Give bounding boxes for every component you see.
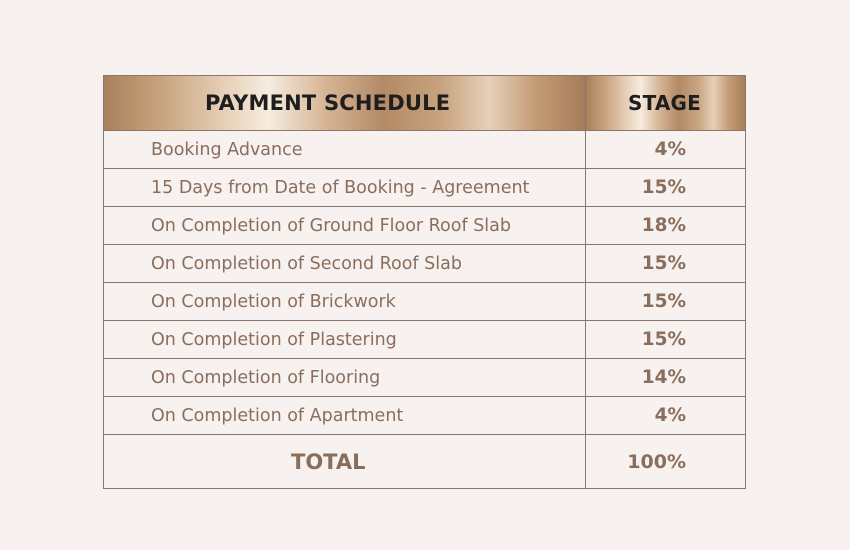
table-header-row: [104, 76, 746, 131]
row-stage-percent: 15%: [586, 283, 746, 321]
row-description: On Completion of Brickwork: [104, 283, 586, 321]
row-description: Booking Advance: [104, 131, 586, 169]
row-stage-percent: 14%: [586, 359, 746, 397]
payment-schedule-table: [103, 75, 746, 489]
table-row: [104, 131, 746, 169]
row-stage-percent: 18%: [586, 207, 746, 245]
table-row: [104, 321, 746, 359]
table-total-row: [104, 435, 746, 489]
total-label: TOTAL: [104, 435, 586, 489]
row-stage-percent: 15%: [586, 245, 746, 283]
row-stage-percent: 15%: [586, 169, 746, 207]
table-row: [104, 169, 746, 207]
row-stage-percent: 15%: [586, 321, 746, 359]
total-value: 100%: [586, 435, 746, 489]
header-payment-schedule: PAYMENT SCHEDULE: [104, 76, 586, 131]
row-description: On Completion of Plastering: [104, 321, 586, 359]
row-description: On Completion of Ground Floor Roof Slab: [104, 207, 586, 245]
table-row: [104, 359, 746, 397]
row-description: On Completion of Second Roof Slab: [104, 245, 586, 283]
table-row: [104, 283, 746, 321]
table-row: [104, 207, 746, 245]
table-row: [104, 397, 746, 435]
table-row: [104, 245, 746, 283]
row-description: 15 Days from Date of Booking - Agreement: [104, 169, 586, 207]
header-stage: STAGE: [586, 76, 746, 131]
row-description: On Completion of Apartment: [104, 397, 586, 435]
row-stage-percent: 4%: [586, 397, 746, 435]
row-stage-percent: 4%: [586, 131, 746, 169]
row-description: On Completion of Flooring: [104, 359, 586, 397]
